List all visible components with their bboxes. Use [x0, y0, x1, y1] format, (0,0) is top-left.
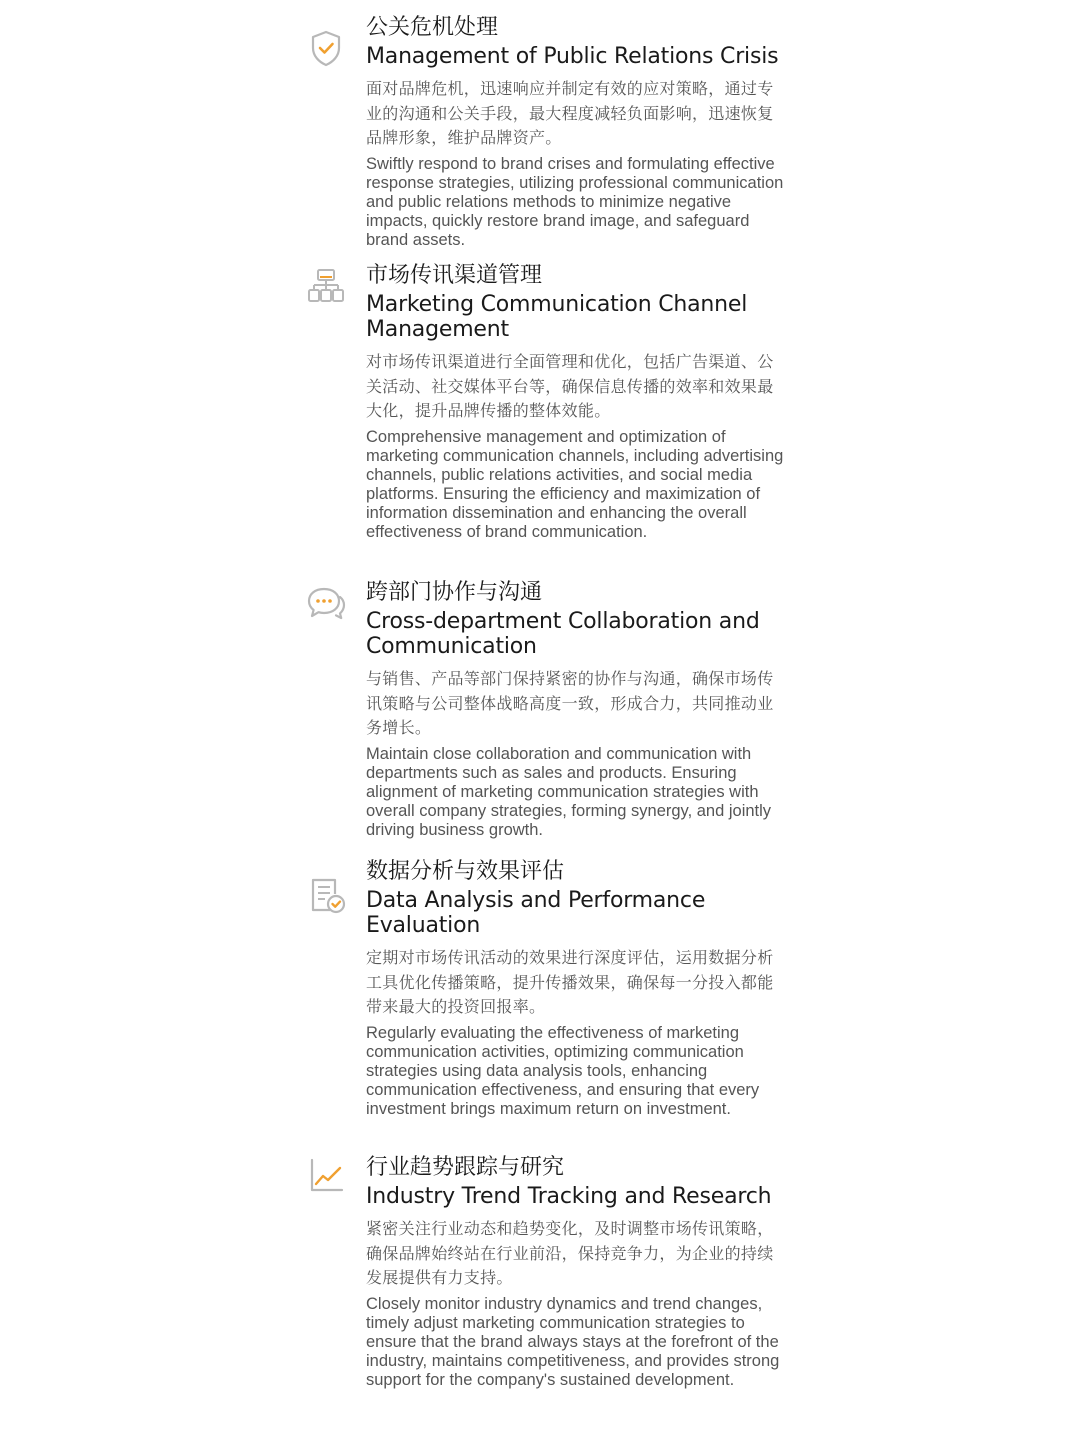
section-title-en: Marketing Communication Channel Management — [366, 292, 748, 342]
section-title-cn: 行业趋势跟踪与研究 — [366, 1155, 565, 1180]
section-desc-cn: 对市场传讯渠道进行全面管理和优化，包括广告渠道、公关活动、社交媒体平台等，确保信息传播的效率和效果最大化，提升品牌传播的整体效能。 — [366, 352, 774, 420]
section-title-cn: 数据分析与效果评估 — [366, 859, 565, 884]
trend-chart-icon — [304, 1154, 348, 1198]
section-desc-cn: 定期对市场传讯活动的效果进行深度评估，运用数据分析工具优化传播策略，提升传播效果，确保每一分投入都能带来最大的投资回报率。 — [366, 948, 774, 1016]
hierarchy-icon — [304, 266, 348, 310]
chat-bubble-icon — [304, 582, 348, 626]
section-title-cn: 跨部门协作与沟通 — [366, 580, 543, 605]
section-title-cn: 市场传讯渠道管理 — [366, 263, 543, 288]
section-desc-cn: 面对品牌危机，迅速响应并制定有效的应对策略，通过专业的沟通和公关手段，最大程度减轻负面影响，迅速恢复品牌形象，维护品牌资产。 — [366, 79, 774, 147]
section-title-en: Data Analysis and Performance Evaluation — [366, 888, 706, 938]
section-desc-cn: 紧密关注行业动态和趋势变化，及时调整市场传讯策略，确保品牌始终站在行业前沿，保持竞争力，为企业的持续发展提供有力支持。 — [366, 1219, 774, 1287]
section-desc-en: Maintain close collaboration and communication with departments such as sales and products. Ensuring alignment of marketing communication strategies with overall company strategies, forming synergy, and jointly driving business growth. — [366, 744, 772, 839]
section-desc-en: Comprehensive management and optimization of marketing communication channels, including advertising channels, public relations activities, and social media platforms. Ensuring the efficiency and maximization of information dissemination and enhancing the overall effectiveness of brand communication. — [366, 427, 784, 541]
shield-check-icon — [304, 26, 348, 70]
section-title-en: Cross-department Collaboration and Communication — [366, 609, 760, 659]
report-check-icon — [304, 874, 348, 918]
section-title-en: Industry Trend Tracking and Research — [366, 1184, 772, 1209]
section-desc-en: Swiftly respond to brand crises and formulating effective response strategies, utilizing professional communication and public relations methods to minimize negative impacts, quickly restore brand image, and safeguard brand assets. — [366, 154, 784, 249]
section-title-en: Management of Public Relations Crisis — [366, 44, 779, 69]
section-title-cn: 公关危机处理 — [366, 15, 499, 40]
section-desc-cn: 与销售、产品等部门保持紧密的协作与沟通，确保市场传讯策略与公司整体战略高度一致，形成合力，共同推动业务增长。 — [366, 669, 774, 737]
section-desc-en: Closely monitor industry dynamics and trend changes, timely adjust marketing communication strategies to ensure that the brand always stays at the forefront of the industry, maintains competitiveness, and provides strong support for the company's sustained development. — [366, 1294, 780, 1389]
section-desc-en: Regularly evaluating the effectiveness of marketing communication activities, optimizing communication strategies using data analysis tools, enhancing communication effectiveness, and ensuring that every investment brings maximum return on investment. — [366, 1023, 760, 1118]
